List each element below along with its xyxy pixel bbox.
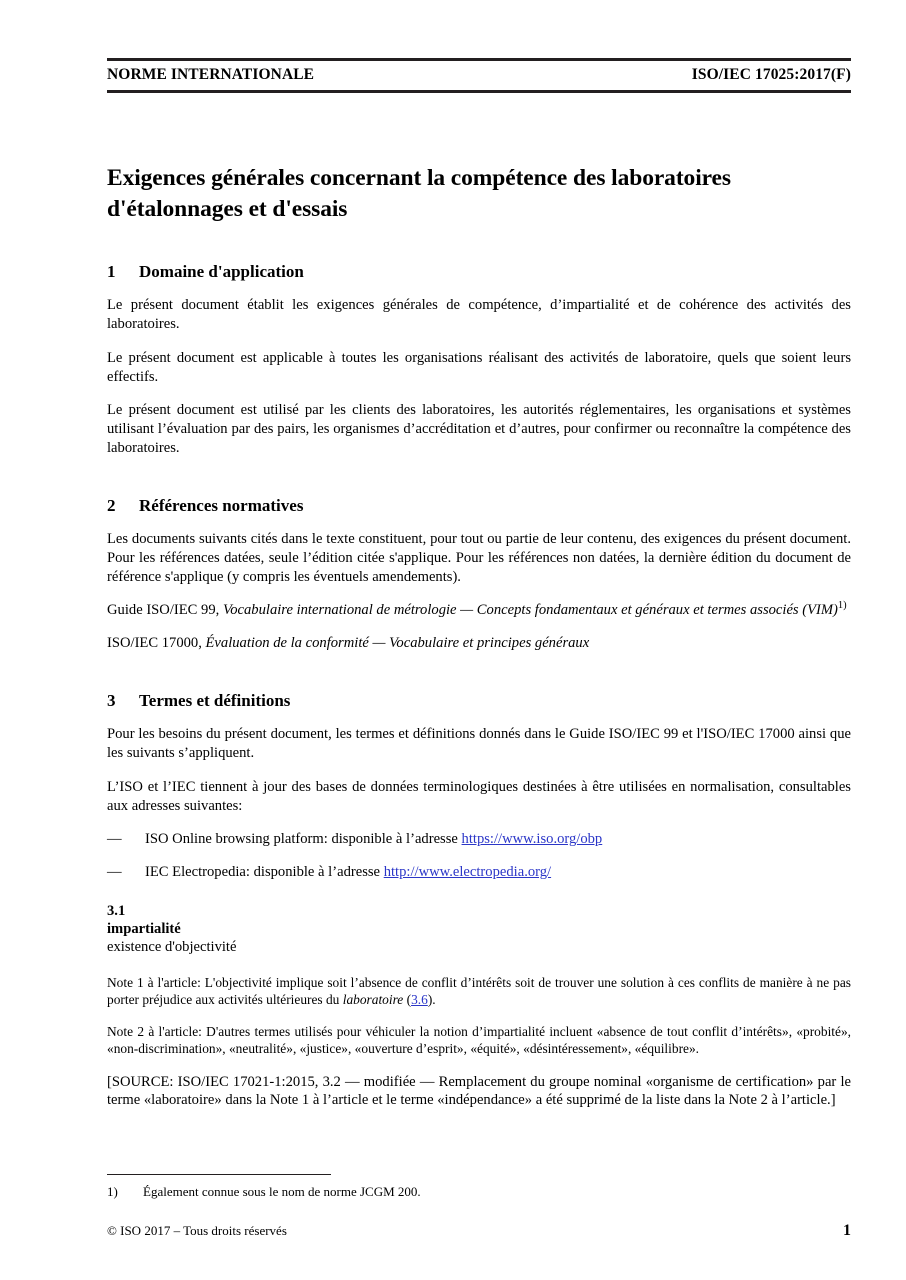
normative-reference-1 bbox=[107, 601, 851, 620]
reference-1-title: Vocabulaire international de métrologie — Concepts fondamentaux et généraux et termes associés (VIM) bbox=[222, 602, 838, 619]
clause-title-1: Domaine d'application bbox=[139, 262, 304, 282]
clause-title-3: Termes et définitions bbox=[139, 690, 291, 710]
footnote-number: 1) bbox=[107, 1184, 118, 1199]
database-item-1-text: ISO Online browsing platform: disponible à l’adresse bbox=[145, 831, 462, 848]
clause1-paragraph-3: Le présent document est utilisé par les clients des laboratoires, les autorités réglementaires, les organisations et systèmes utilisant l’évaluation par des pairs, les organismes d’accréditation et d’autres, pour confirmer ou reconnaître la compétence des laboratoires. bbox=[107, 402, 851, 456]
term-cross-reference-link[interactable]: 3.6 bbox=[411, 992, 428, 1008]
clause3-paragraph-1: Pour les besoins du présent document, les termes et définitions donnés dans le Guide ISO/IEC 99 et l'ISO/IEC 17000 ainsi que les suivants s’appliquent. bbox=[107, 726, 851, 762]
clause-number-2: 2 bbox=[107, 495, 116, 515]
note-1-open-paren: ( bbox=[403, 992, 412, 1008]
footnote-area bbox=[107, 1174, 851, 1200]
page-title: Exigences générales concernant la compétence des laboratoires d'étalonnages et d'essais bbox=[107, 165, 731, 222]
reference-1-prefix: Guide ISO/IEC 99, bbox=[107, 602, 223, 619]
term-number: 3.1 bbox=[107, 902, 126, 919]
clause-number-1: 1 bbox=[107, 262, 116, 282]
footnote-text: Également connue sous le nom de norme JCGM 200. bbox=[143, 1184, 421, 1199]
clause-number-3: 3 bbox=[107, 690, 116, 710]
footnote-separator-rule bbox=[107, 1174, 331, 1175]
footnote-1 bbox=[107, 1184, 851, 1200]
note-1-italic-term: laboratoire bbox=[342, 992, 404, 1008]
footnote-reference-marker: 1) bbox=[837, 600, 847, 612]
iec-electropedia-link[interactable]: http://www.electropedia.org/ bbox=[383, 864, 552, 881]
reference-2-title: Évaluation de la conformité — Vocabulaire et principes généraux bbox=[205, 635, 590, 652]
terminology-database-list bbox=[107, 830, 851, 882]
clause-heading-3 bbox=[107, 691, 851, 711]
list-item bbox=[107, 830, 851, 849]
normative-reference-2 bbox=[107, 634, 851, 653]
clause-title-2: Références normatives bbox=[139, 495, 304, 515]
term-entry-3-1 bbox=[107, 902, 851, 1110]
reference-2-prefix: ISO/IEC 17000, bbox=[107, 635, 206, 652]
clause1-paragraph-2: Le présent document est applicable à toutes les organisations réalisant des activités de laboratoire, quels que soient leurs effectifs. bbox=[107, 349, 851, 385]
page-number: 1 bbox=[843, 1222, 851, 1239]
document-page bbox=[107, 0, 851, 1280]
em-dash-bullet-icon: — bbox=[107, 831, 122, 848]
header-standard-number: ISO/IEC 17025:2017(F) bbox=[691, 66, 851, 83]
clause2-intro-paragraph: Les documents suivants cités dans le texte constituent, pour tout ou partie de leur contenu, des exigences du présent document. Pour les références datées, seule l’édition citée s'applique. Pour les références non datées, la dernière édition du document de référence s'applique (y compris les éventuels amendements). bbox=[107, 531, 851, 585]
running-header bbox=[107, 58, 851, 93]
clause3-paragraph-2: L’ISO et l’IEC tiennent à jour des bases de données terminologiques destinées à être utilisées en normalisation, consultables aux adresses suivantes: bbox=[107, 778, 851, 814]
term-note-1 bbox=[107, 974, 851, 1008]
clause1-paragraph-1: Le présent document établit les exigences générales de compétence, d’impartialité et de cohérence des activités des laboratoires. bbox=[107, 297, 851, 333]
term-name: impartialité bbox=[107, 921, 181, 937]
term-note-2: Note 2 à l'article: D'autres termes utilisés pour véhiculer la notion d’impartialité incluent «absence de tout conflit d’intérêts», «probité», «non-discrimination», «neutralité», «justice», «ouverture d’esprit», «équité», «désintéressement», «équilibre». bbox=[107, 1023, 851, 1056]
note-1-text-after: ). bbox=[427, 992, 436, 1008]
database-item-2-text: IEC Electropedia: disponible à l’adresse bbox=[145, 864, 384, 881]
copyright-notice: © ISO 2017 – Tous droits réservés bbox=[107, 1223, 287, 1238]
document-body bbox=[107, 163, 851, 1110]
page-footer bbox=[107, 1222, 851, 1240]
term-source-statement: [SOURCE: ISO/IEC 17021-1:2015, 3.2 — modifiée — Remplacement du groupe nominal «organisme de certification» par le terme «laboratoire» dans la Note 1 à l’article et le terme «indépendance» a été supprimé de la liste dans la Note 2 à l’article.] bbox=[107, 1073, 851, 1109]
note-1-text-before: Note 1 à l'article: L'objectivité implique soit l’absence de conflit d’intérêts soit de trouver une solution à ces conflits de manière à ne pas porter préjudice aux activités ultérieures du bbox=[107, 975, 851, 1008]
term-definition: existence d'objectivité bbox=[107, 939, 237, 956]
clause-heading-1 bbox=[107, 262, 851, 282]
iso-obp-link[interactable]: https://www.iso.org/obp bbox=[461, 831, 603, 848]
em-dash-bullet-icon: — bbox=[107, 864, 122, 881]
clause-heading-2 bbox=[107, 496, 851, 516]
header-standard-type: NORME INTERNATIONALE bbox=[107, 66, 315, 83]
list-item bbox=[107, 863, 851, 882]
